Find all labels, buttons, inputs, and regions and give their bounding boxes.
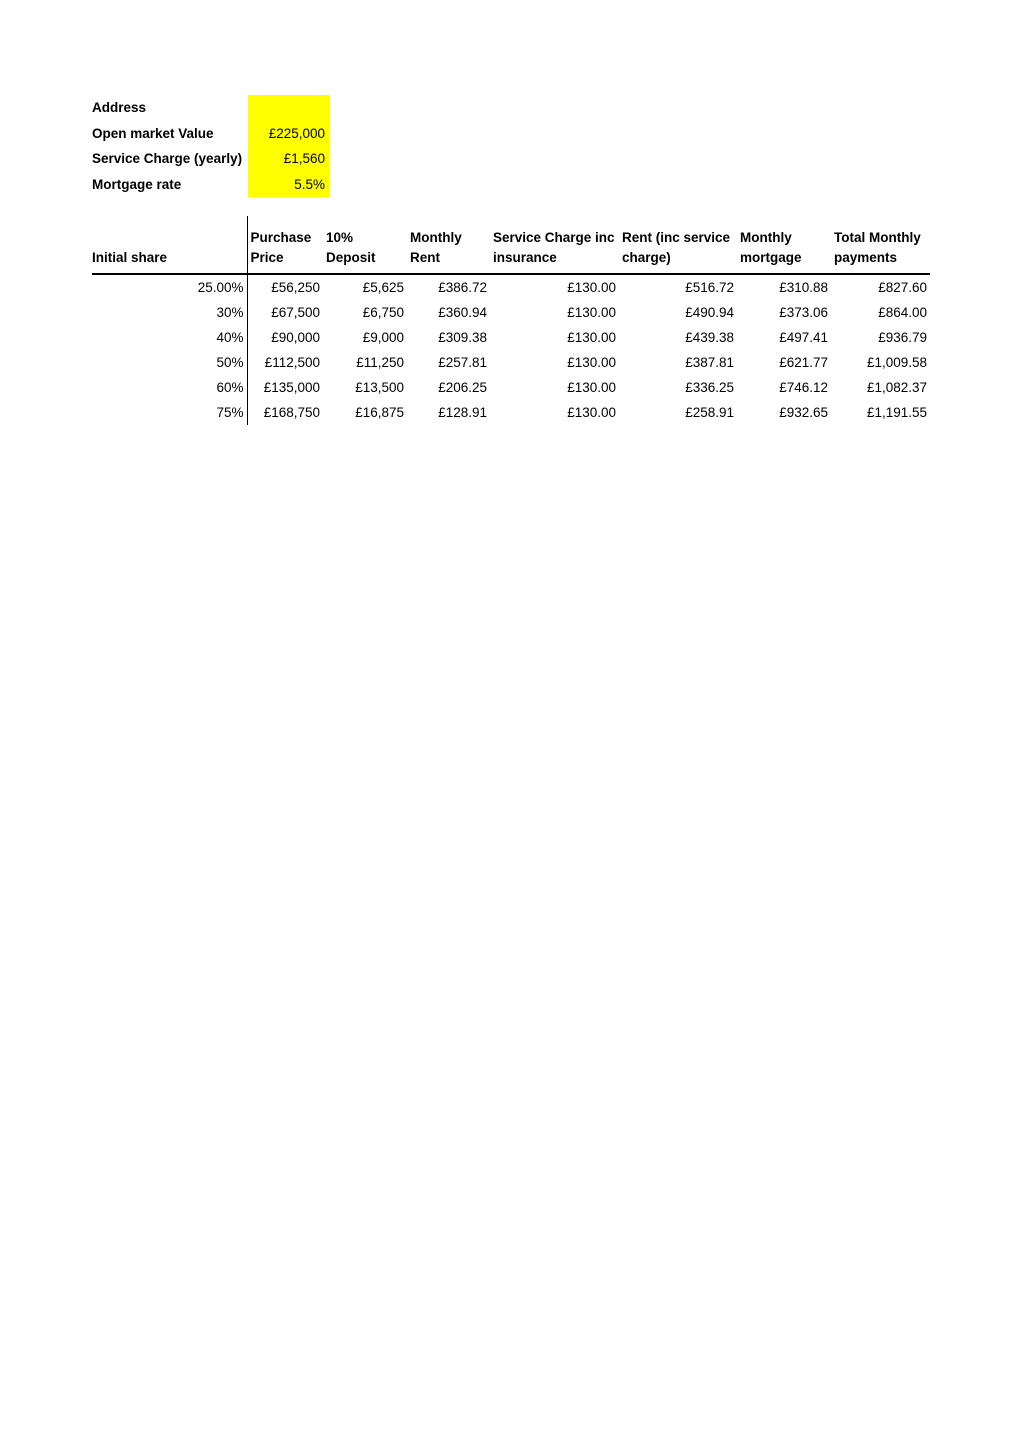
table-cell: 25.00%: [197, 280, 244, 295]
column-header-purchase-price: [247, 216, 323, 274]
table-cell: £621.77: [779, 355, 828, 370]
table-cell: £9,000: [362, 330, 404, 345]
column-header-label: 10%: [326, 230, 354, 245]
table-cell: £130.00: [567, 280, 616, 295]
info-row-address: [92, 95, 330, 121]
table-cell: £130.00: [567, 330, 616, 345]
header-row: [92, 216, 930, 274]
table-cell: £439.38: [685, 330, 734, 345]
open-market-value-label: Open market Value: [92, 125, 214, 141]
column-header-label: insurance: [493, 250, 557, 265]
column-header-rent-inc-service: [619, 216, 737, 274]
service-charge-label: Service Charge (yearly): [92, 151, 243, 167]
address-label: Address: [92, 100, 147, 116]
table-cell: £90,000: [247, 325, 323, 350]
table-cell: £130.00: [567, 405, 616, 420]
table-cell: £128.91: [438, 405, 487, 420]
mortgage-rate-label: Mortgage rate: [92, 176, 182, 192]
column-header-initial-share: [92, 216, 247, 274]
table-cell: £16,875: [355, 405, 404, 420]
table-row: [92, 375, 930, 400]
column-header-label: Deposit: [326, 250, 376, 265]
table-cell: £309.38: [438, 330, 487, 345]
table-row: [92, 350, 930, 375]
table-cell: £387.81: [685, 355, 734, 370]
column-header-label: Service Charge inc: [493, 230, 615, 245]
column-header-label: Rent: [410, 250, 440, 265]
column-header-label: Initial share: [92, 250, 168, 265]
table-cell: £130.00: [567, 305, 616, 320]
table-cell: 50%: [216, 355, 244, 370]
column-header-monthly-rent: [407, 216, 490, 274]
table-cell: £827.60: [878, 280, 927, 295]
table-cell: £497.41: [779, 330, 828, 345]
table-cell: 60%: [216, 380, 244, 395]
table-cell: £130.00: [567, 380, 616, 395]
column-header-total-monthly: [831, 216, 930, 274]
table-cell: £258.91: [685, 405, 734, 420]
column-header-label: mortgage: [740, 250, 802, 265]
table-row: [92, 400, 930, 425]
info-row-open-market-value: [92, 121, 330, 147]
table-cell: £6,750: [362, 305, 404, 320]
table-cell: £490.94: [685, 305, 734, 320]
table-cell: £1,082.37: [866, 380, 927, 395]
address-input-cell[interactable]: [248, 95, 330, 121]
table-row: [92, 325, 930, 350]
column-header-label: Total Monthly: [834, 230, 921, 245]
column-header-label: Price: [250, 250, 284, 265]
table-cell: £932.65: [779, 405, 828, 420]
table-cell: £5,625: [362, 280, 404, 295]
table-cell: £67,500: [247, 300, 323, 325]
table-cell: £516.72: [685, 280, 734, 295]
open-market-value-input-cell[interactable]: £225,000: [248, 121, 330, 147]
column-header-label: charge): [622, 250, 671, 265]
table-cell: £310.88: [779, 280, 828, 295]
table-cell: £135,000: [247, 375, 323, 400]
table-cell: £746.12: [779, 380, 828, 395]
property-info-block: [92, 95, 330, 197]
table-cell: £373.06: [779, 305, 828, 320]
share-calculation-table: [92, 216, 930, 425]
mortgage-rate-input-cell[interactable]: 5.5%: [248, 172, 330, 198]
table-row: [92, 300, 930, 325]
table-cell: £13,500: [355, 380, 404, 395]
info-row-mortgage-rate: [92, 172, 330, 198]
column-header-label: Monthly: [740, 230, 792, 245]
table-cell: £864.00: [878, 305, 927, 320]
table-cell: £257.81: [438, 355, 487, 370]
table-cell: 40%: [216, 330, 244, 345]
table-cell: £936.79: [878, 330, 927, 345]
column-header-service-charge: [490, 216, 619, 274]
table-cell: £1,009.58: [866, 355, 927, 370]
service-charge-input-cell[interactable]: £1,560: [248, 146, 330, 172]
column-header-monthly-mortgage: [737, 216, 831, 274]
table-cell: £386.72: [438, 280, 487, 295]
table-cell: £11,250: [356, 355, 404, 370]
table-row: [92, 274, 930, 300]
table-cell: 30%: [216, 305, 244, 320]
table-cell: £1,191.55: [866, 405, 927, 420]
column-header-deposit: [323, 216, 407, 274]
table-cell: £112,500: [247, 350, 323, 375]
table-cell: £56,250: [247, 274, 323, 300]
table-cell: £360.94: [438, 305, 487, 320]
table-cell: £336.25: [685, 380, 734, 395]
table-cell: £168,750: [247, 400, 323, 425]
table-cell: 75%: [216, 405, 244, 420]
table-cell: £130.00: [567, 355, 616, 370]
info-row-service-charge: [92, 146, 330, 172]
table-cell: £206.25: [438, 380, 487, 395]
column-header-label: Monthly: [410, 230, 462, 245]
column-header-label: payments: [834, 250, 898, 265]
column-header-label: Rent (inc service: [622, 230, 731, 245]
column-header-label: Purchase: [250, 230, 312, 245]
